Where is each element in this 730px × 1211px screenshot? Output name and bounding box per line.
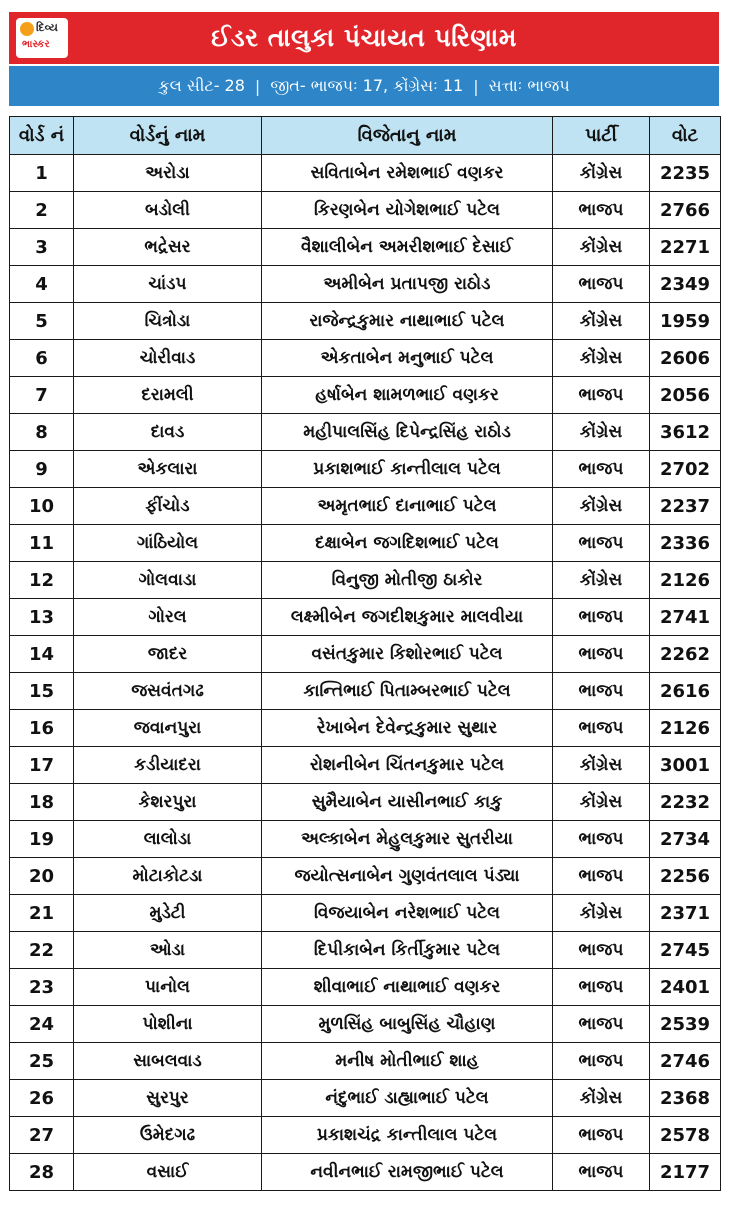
table-row xyxy=(10,710,721,747)
winner-name-cell: રાજેન્દ્રકુમાર નાથાભાઈ પટેલ xyxy=(262,303,553,340)
table-row xyxy=(10,932,721,969)
winner-name-cell: મહીપાલસિંહ દિપેન્દ્રસિંહ રાઠોડ xyxy=(262,414,553,451)
table-row xyxy=(10,377,721,414)
winner-name-cell: પ્રકાશચંદ્ર કાન્તીલાલ પટેલ xyxy=(262,1117,553,1154)
votes-cell: 2235 xyxy=(650,155,721,192)
winner-name-cell: સુમૈયાબેન યાસીનભાઈ કાકુ xyxy=(262,784,553,821)
ward-name-cell: જવાનપુરા xyxy=(74,710,262,747)
table-row xyxy=(10,229,721,266)
table-row xyxy=(10,1006,721,1043)
ward-name-cell: ઓડા xyxy=(74,932,262,969)
winner-name-cell: વસંતકુમાર કિશોરભાઈ પટેલ xyxy=(262,636,553,673)
ward-name-cell: ભદ્રેસર xyxy=(74,229,262,266)
ward-number-cell: 7 xyxy=(10,377,74,414)
ward-number-cell: 13 xyxy=(10,599,74,636)
ward-name-cell: સાબલવાડ xyxy=(74,1043,262,1080)
votes-cell: 2578 xyxy=(650,1117,721,1154)
votes-cell: 2237 xyxy=(650,488,721,525)
ward-number-cell: 19 xyxy=(10,821,74,858)
votes-cell: 3612 xyxy=(650,414,721,451)
table-row xyxy=(10,488,721,525)
votes-cell: 2616 xyxy=(650,673,721,710)
ward-name-cell: ચોરીવાડ xyxy=(74,340,262,377)
table-header-row xyxy=(10,117,721,155)
ward-name-cell: ચાંડપ xyxy=(74,266,262,303)
winner-name-cell: દિપીકાબેન કિર્તીકુમાર પટેલ xyxy=(262,932,553,969)
ward-number-cell: 18 xyxy=(10,784,74,821)
ward-name-cell: અરોડા xyxy=(74,155,262,192)
party-cell: ભાજપ xyxy=(553,1043,650,1080)
party-cell: ભાજપ xyxy=(553,1154,650,1191)
votes-cell: 2056 xyxy=(650,377,721,414)
ward-number-cell: 4 xyxy=(10,266,74,303)
winner-name-cell: નવીનભાઈ રામજીભાઈ પટેલ xyxy=(262,1154,553,1191)
votes-cell: 2126 xyxy=(650,710,721,747)
table-row xyxy=(10,1117,721,1154)
ward-number-cell: 20 xyxy=(10,858,74,895)
title-banner xyxy=(9,12,719,64)
table-row xyxy=(10,858,721,895)
column-header-votes: વોટ xyxy=(650,117,721,155)
party-cell: ભાજપ xyxy=(553,266,650,303)
ward-number-cell: 26 xyxy=(10,1080,74,1117)
table-row xyxy=(10,636,721,673)
page-title: ઈડર તાલુકા પંચાયત પરિણામ xyxy=(211,23,517,52)
ward-number-cell: 14 xyxy=(10,636,74,673)
party-cell: કોંગ્રેસ xyxy=(553,414,650,451)
ward-name-cell: સુરપુર xyxy=(74,1080,262,1117)
party-cell: ભાજપ xyxy=(553,192,650,229)
ward-number-cell: 25 xyxy=(10,1043,74,1080)
separator: | xyxy=(473,76,479,96)
ward-name-cell: પોશીના xyxy=(74,1006,262,1043)
summary-wins: જીત- ભાજપઃ 17, કોંગ્રેસઃ 11 xyxy=(270,76,464,95)
table-row xyxy=(10,414,721,451)
ward-name-cell: કડીયાદરા xyxy=(74,747,262,784)
summary-bar xyxy=(9,66,719,106)
ward-name-cell: ફીંચોડ xyxy=(74,488,262,525)
party-cell: કોંગ્રેસ xyxy=(553,155,650,192)
ward-number-cell: 11 xyxy=(10,525,74,562)
ward-name-cell: દરામલી xyxy=(74,377,262,414)
ward-name-cell: ચિત્રોડા xyxy=(74,303,262,340)
column-header-party: પાર્ટી xyxy=(553,117,650,155)
table-row xyxy=(10,340,721,377)
ward-number-cell: 21 xyxy=(10,895,74,932)
winner-name-cell: વિનુજી મોતીજી ઠાકોર xyxy=(262,562,553,599)
table-body xyxy=(10,155,721,1191)
table-row xyxy=(10,1043,721,1080)
column-header-ward-no: વોર્ડ નં xyxy=(10,117,74,155)
column-header-winner: વિજેતાનુ નામ xyxy=(262,117,553,155)
ward-name-cell: દાવડ xyxy=(74,414,262,451)
votes-cell: 2606 xyxy=(650,340,721,377)
ward-name-cell: બડોલી xyxy=(74,192,262,229)
table-row xyxy=(10,266,721,303)
party-cell: ભાજપ xyxy=(553,932,650,969)
ward-number-cell: 22 xyxy=(10,932,74,969)
votes-cell: 2741 xyxy=(650,599,721,636)
ward-number-cell: 2 xyxy=(10,192,74,229)
ward-name-cell: જાદર xyxy=(74,636,262,673)
winner-name-cell: મુળસિંહ બાબુસિંહ ચૌહાણ xyxy=(262,1006,553,1043)
party-cell: ભાજપ xyxy=(553,969,650,1006)
party-cell: કોંગ્રેસ xyxy=(553,895,650,932)
column-header-ward-name: વોર્ડનું નામ xyxy=(74,117,262,155)
winner-name-cell: કિરણબેન યોગેશભાઈ પટેલ xyxy=(262,192,553,229)
votes-cell: 2126 xyxy=(650,562,721,599)
table-row xyxy=(10,525,721,562)
ward-number-cell: 23 xyxy=(10,969,74,1006)
votes-cell: 2734 xyxy=(650,821,721,858)
ward-number-cell: 5 xyxy=(10,303,74,340)
votes-cell: 3001 xyxy=(650,747,721,784)
ward-number-cell: 15 xyxy=(10,673,74,710)
ward-number-cell: 28 xyxy=(10,1154,74,1191)
votes-cell: 2702 xyxy=(650,451,721,488)
ward-name-cell: એકલારા xyxy=(74,451,262,488)
summary-total-seats: કુલ સીટ- 28 xyxy=(158,76,245,95)
ward-name-cell: ગાંઠિયોલ xyxy=(74,525,262,562)
table-row xyxy=(10,1080,721,1117)
brand-line-1: દિવ્ય xyxy=(36,21,58,34)
ward-number-cell: 1 xyxy=(10,155,74,192)
summary-power: સત્તાઃ ભાજપ xyxy=(488,76,570,95)
votes-cell: 2745 xyxy=(650,932,721,969)
ward-number-cell: 24 xyxy=(10,1006,74,1043)
ward-number-cell: 27 xyxy=(10,1117,74,1154)
ward-name-cell: ઉમેદગઢ xyxy=(74,1117,262,1154)
winner-name-cell: અલ્કાબેન મેહુલકુમાર સુતરીયા xyxy=(262,821,553,858)
ward-name-cell: પાનોલ xyxy=(74,969,262,1006)
table-row xyxy=(10,821,721,858)
party-cell: ભાજપ xyxy=(553,1006,650,1043)
winner-name-cell: હર્ષાબેન શામળભાઈ વણકર xyxy=(262,377,553,414)
votes-cell: 2256 xyxy=(650,858,721,895)
ward-number-cell: 10 xyxy=(10,488,74,525)
table-row xyxy=(10,969,721,1006)
table-row xyxy=(10,192,721,229)
ward-number-cell: 8 xyxy=(10,414,74,451)
votes-cell: 2401 xyxy=(650,969,721,1006)
party-cell: ભાજપ xyxy=(553,599,650,636)
ward-number-cell: 12 xyxy=(10,562,74,599)
table-row xyxy=(10,599,721,636)
votes-cell: 2746 xyxy=(650,1043,721,1080)
party-cell: કોંગ્રેસ xyxy=(553,747,650,784)
party-cell: કોંગ્રેસ xyxy=(553,1080,650,1117)
party-cell: ભાજપ xyxy=(553,1117,650,1154)
results-table xyxy=(9,116,721,1191)
brand-line-2: ભાસ્કર xyxy=(22,39,50,50)
winner-name-cell: સવિતાબેન રમેશભાઈ વણકર xyxy=(262,155,553,192)
party-cell: ભાજપ xyxy=(553,377,650,414)
separator: | xyxy=(254,76,261,96)
votes-cell: 2539 xyxy=(650,1006,721,1043)
ward-name-cell: મુડેટી xyxy=(74,895,262,932)
winner-name-cell: શીવાભાઈ નાથાભાઈ વણકર xyxy=(262,969,553,1006)
party-cell: કોંગ્રેસ xyxy=(553,562,650,599)
ward-name-cell: ગોરલ xyxy=(74,599,262,636)
party-cell: કોંગ્રેસ xyxy=(553,488,650,525)
ward-number-cell: 9 xyxy=(10,451,74,488)
winner-name-cell: રેખાબેન દેવેન્દ્રકુમાર સુથાર xyxy=(262,710,553,747)
votes-cell: 2177 xyxy=(650,1154,721,1191)
table-row xyxy=(10,747,721,784)
votes-cell: 1959 xyxy=(650,303,721,340)
winner-name-cell: દક્ષાબેન જગદિશભાઈ પટેલ xyxy=(262,525,553,562)
ward-name-cell: જસવંતગઢ xyxy=(74,673,262,710)
winner-name-cell: નંદુભાઈ ડાહ્યાભાઈ પટેલ xyxy=(262,1080,553,1117)
table-row xyxy=(10,562,721,599)
party-cell: ભાજપ xyxy=(553,636,650,673)
table-row xyxy=(10,155,721,192)
winner-name-cell: પ્રકાશભાઈ કાન્તીલાલ પટેલ xyxy=(262,451,553,488)
table-row xyxy=(10,451,721,488)
table-row xyxy=(10,303,721,340)
ward-name-cell: ગોલવાડા xyxy=(74,562,262,599)
party-cell: ભાજપ xyxy=(553,673,650,710)
ward-name-cell: કેશરપુરા xyxy=(74,784,262,821)
ward-name-cell: વસાઈ xyxy=(74,1154,262,1191)
votes-cell: 2336 xyxy=(650,525,721,562)
votes-cell: 2271 xyxy=(650,229,721,266)
winner-name-cell: જયોત્સનાબેન ગુણવંતલાલ પંડ્યા xyxy=(262,858,553,895)
ward-number-cell: 3 xyxy=(10,229,74,266)
winner-name-cell: વિજયાબેન નરેશભાઈ પટેલ xyxy=(262,895,553,932)
winner-name-cell: રોશનીબેન ચિંતનકુમાર પટેલ xyxy=(262,747,553,784)
votes-cell: 2766 xyxy=(650,192,721,229)
winner-name-cell: લક્ષ્મીબેન જગદીશકુમાર માલવીયા xyxy=(262,599,553,636)
winner-name-cell: મનીષ મોતીભાઈ શાહ xyxy=(262,1043,553,1080)
votes-cell: 2232 xyxy=(650,784,721,821)
winner-name-cell: વૈશાલીબેન અમરીશભાઈ દેસાઈ xyxy=(262,229,553,266)
ward-number-cell: 17 xyxy=(10,747,74,784)
party-cell: કોંગ્રેસ xyxy=(553,303,650,340)
party-cell: કોંગ્રેસ xyxy=(553,784,650,821)
votes-cell: 2262 xyxy=(650,636,721,673)
winner-name-cell: એકતાબેન મનુભાઈ પટેલ xyxy=(262,340,553,377)
ward-number-cell: 16 xyxy=(10,710,74,747)
votes-cell: 2371 xyxy=(650,895,721,932)
winner-name-cell: અમીબેન પ્રતાપજી રાઠોડ xyxy=(262,266,553,303)
party-cell: ભાજપ xyxy=(553,710,650,747)
ward-name-cell: મોટાકોટડા xyxy=(74,858,262,895)
winner-name-cell: અમૃતભાઈ દાનાભાઈ પટેલ xyxy=(262,488,553,525)
table-row xyxy=(10,1154,721,1191)
party-cell: ભાજપ xyxy=(553,858,650,895)
table-row xyxy=(10,673,721,710)
votes-cell: 2349 xyxy=(650,266,721,303)
ward-name-cell: લાલોડા xyxy=(74,821,262,858)
party-cell: કોંગ્રેસ xyxy=(553,340,650,377)
winner-name-cell: કાન્તિભાઈ પિતામ્બરભાઈ પટેલ xyxy=(262,673,553,710)
table-row xyxy=(10,784,721,821)
party-cell: ભાજપ xyxy=(553,821,650,858)
party-cell: કોંગ્રેસ xyxy=(553,229,650,266)
party-cell: ભાજપ xyxy=(553,451,650,488)
party-cell: ભાજપ xyxy=(553,525,650,562)
votes-cell: 2368 xyxy=(650,1080,721,1117)
table-row xyxy=(10,895,721,932)
ward-number-cell: 6 xyxy=(10,340,74,377)
